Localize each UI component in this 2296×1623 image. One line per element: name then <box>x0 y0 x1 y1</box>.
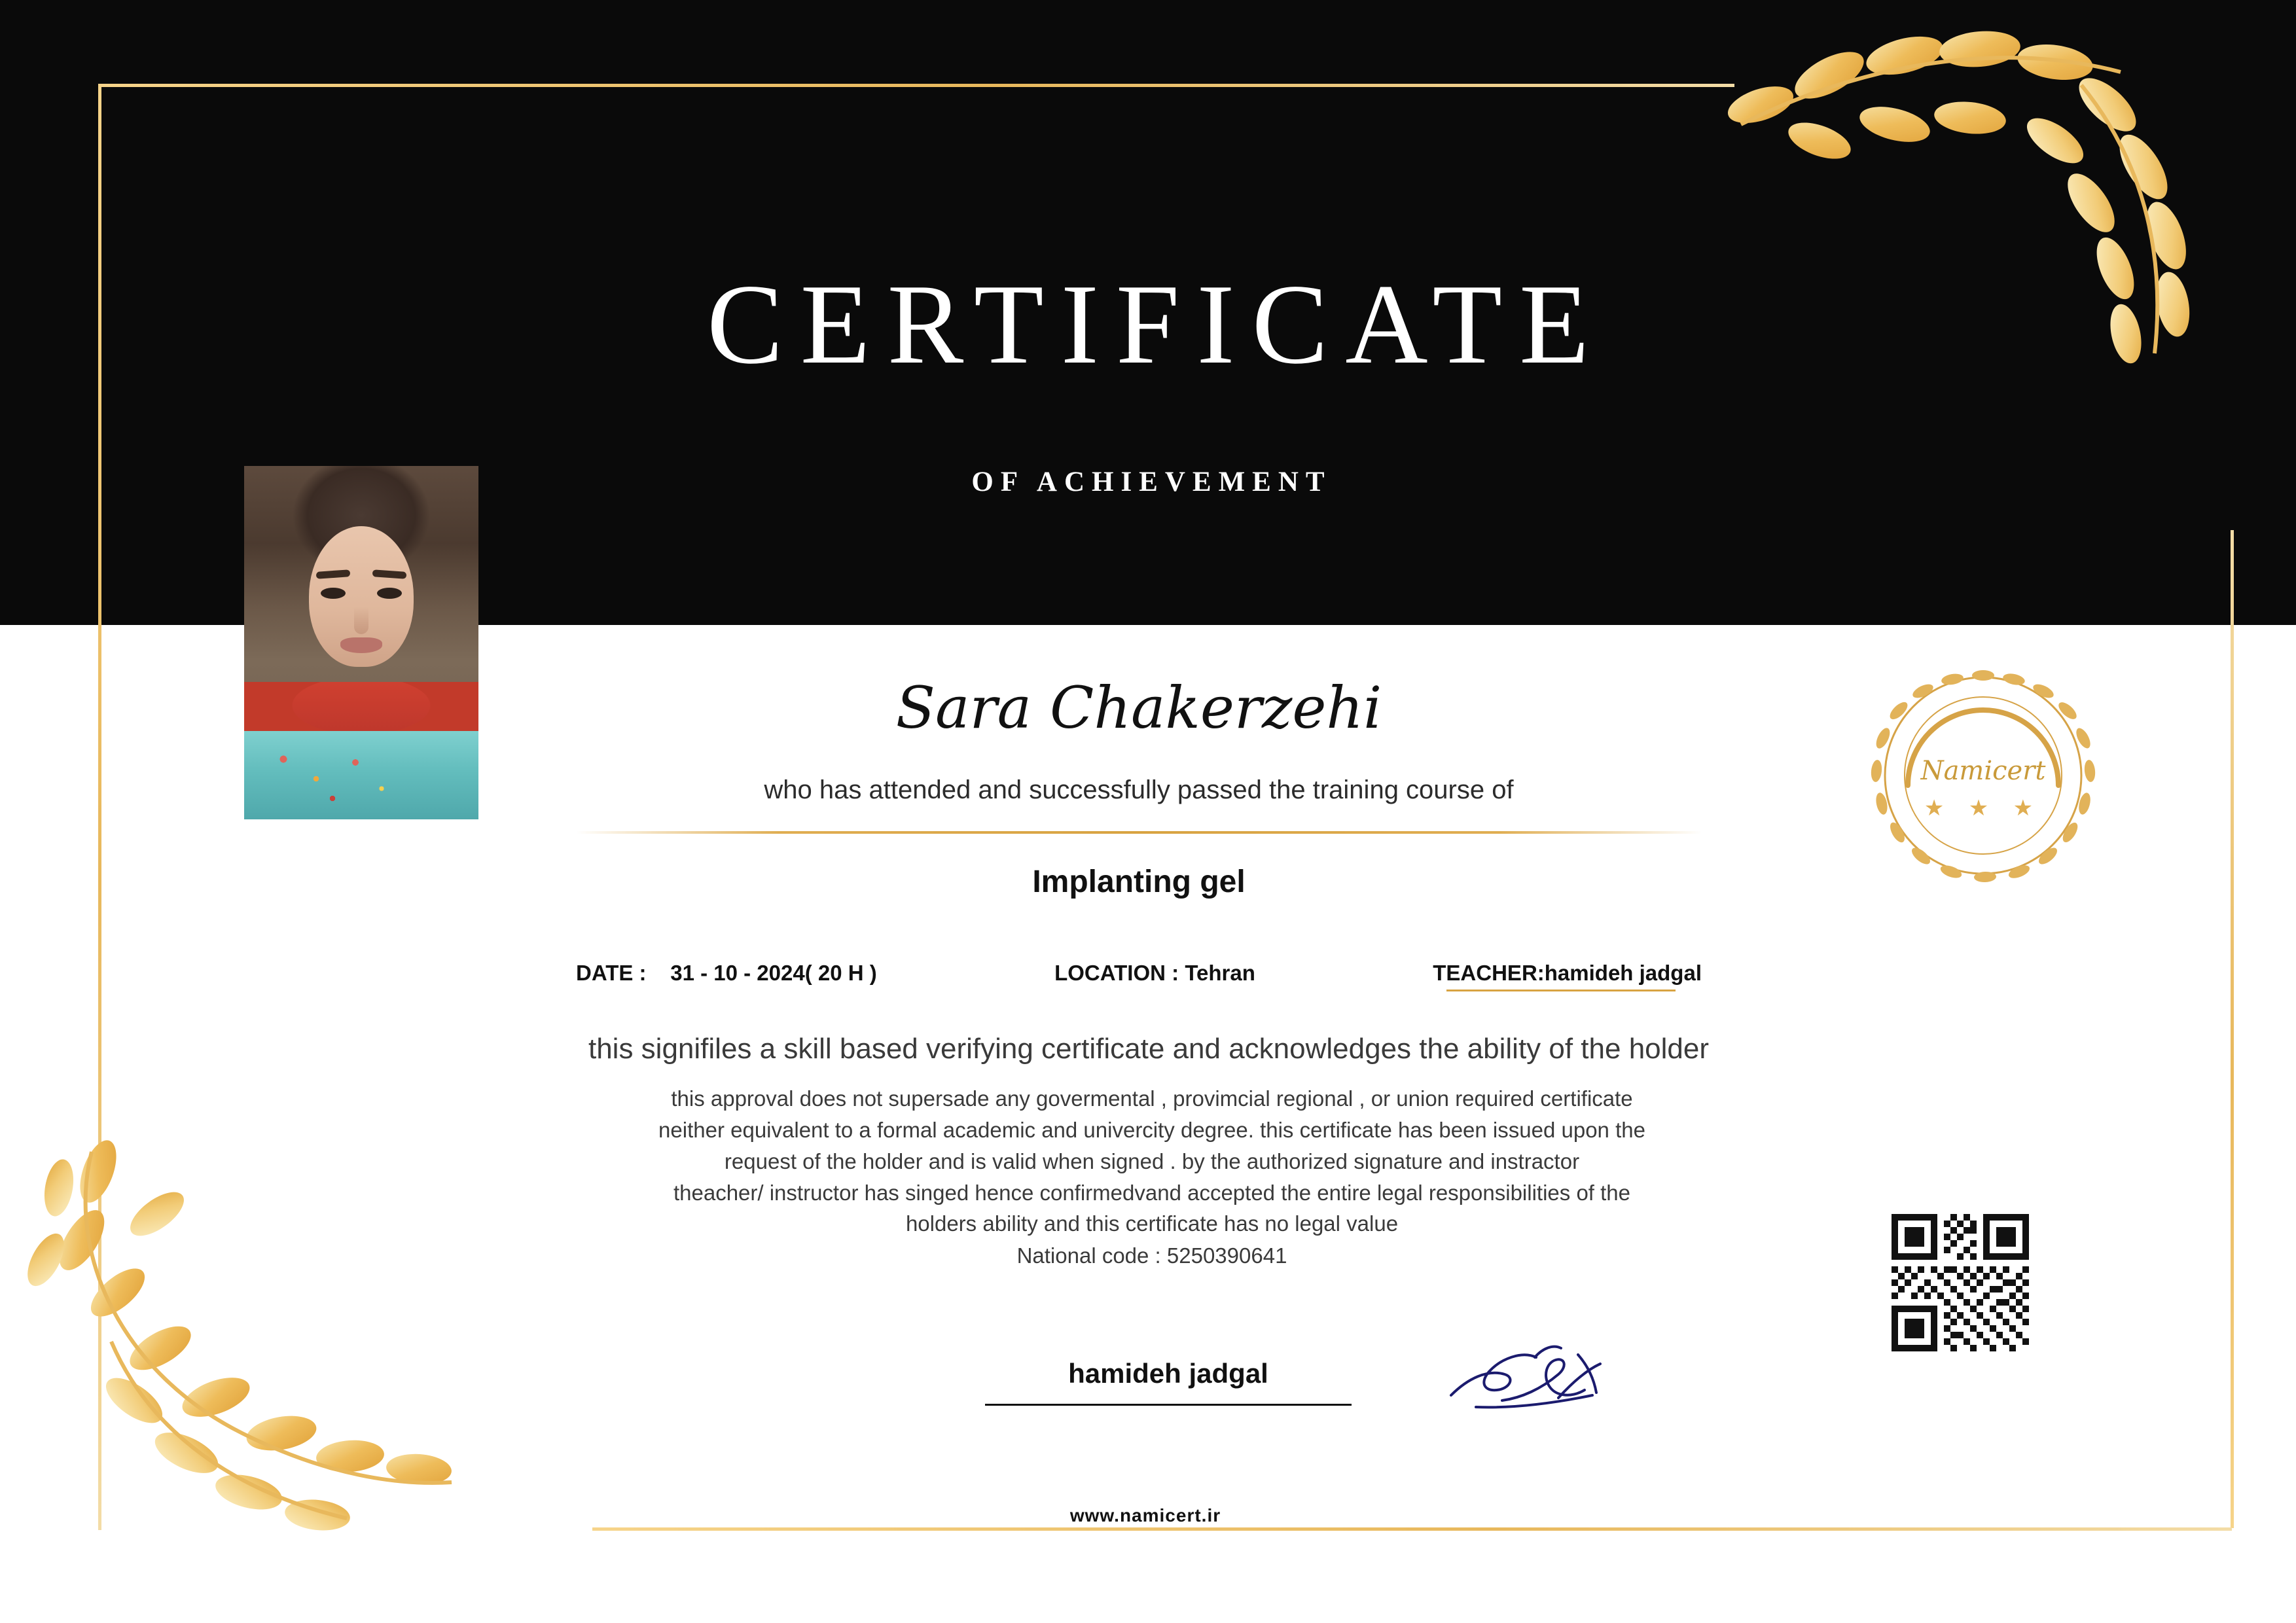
recipient-photo <box>244 466 478 819</box>
course-name: Implanting gel <box>1032 865 1246 899</box>
photo-lips <box>340 637 382 653</box>
signature-name: hamideh jadgal <box>1068 1358 1268 1389</box>
disclaimer-line: this approval does not supersade any govermental , provimcial regional , or union required certificate <box>671 1086 1633 1111</box>
meta-teacher <box>1433 961 1702 986</box>
disclaimer-line: holders ability and this certificate has no legal value <box>905 1211 1399 1236</box>
photo-eye-right <box>377 588 402 599</box>
qr-code[interactable] <box>1892 1214 2029 1351</box>
seal-stars: ★ ★ ★ <box>1924 796 2043 821</box>
signature-line <box>985 1404 1352 1406</box>
meta-date-value: 31 - 10 - 2024( 20 H ) <box>670 961 877 985</box>
meta-date-label: DATE : <box>576 961 647 985</box>
meta-location-value: Tehran <box>1185 961 1255 985</box>
meta-location <box>1054 961 1255 986</box>
photo-eye-left <box>321 588 346 599</box>
frame-line-right <box>2231 530 2234 1528</box>
frame-line-bottom <box>592 1527 2232 1531</box>
meta-location-label: LOCATION : <box>1054 961 1179 985</box>
meta-teacher-label: TEACHER: <box>1433 961 1545 985</box>
meta-date <box>576 961 877 986</box>
page-title: CERTIFICATE <box>706 260 1607 387</box>
handwritten-signature <box>1437 1335 1633 1427</box>
disclaimer-line: neither equivalent to a formal academic and univercity degree. this certificate has been issued upon the <box>658 1117 1645 1142</box>
disclaimer-line: theacher/ instructor has singed hence confirmedvand accepted the entire legal responsibilities of the <box>673 1180 1631 1205</box>
divider-gold <box>576 831 1702 834</box>
photo-nose <box>354 607 368 634</box>
page-subtitle: OF ACHIEVEMENT <box>971 467 1332 497</box>
recipient-name: Sara Chakerzehi <box>895 674 1382 741</box>
teacher-underline <box>1446 990 1676 991</box>
signifies-text: this signifiles a skill based verifying certificate and acknowledges the ability of the holder <box>588 1033 1710 1065</box>
certificate-meta <box>576 961 1702 986</box>
frame-line-top <box>98 84 1734 87</box>
website-url[interactable]: www.namicert.ir <box>1069 1505 1221 1525</box>
national-code: National code : 5250390641 <box>1016 1243 1287 1268</box>
seal-brand: Namicert <box>1920 756 2046 786</box>
meta-teacher-value: hamideh jadgal <box>1544 961 1702 985</box>
disclaimer-text <box>537 1083 1767 1240</box>
disclaimer-line: request of the holder and is valid when signed . by the authorized signature and instractor <box>724 1149 1580 1173</box>
leaf-ornament-bottom-left <box>20 1126 583 1623</box>
photo-scarf-pattern <box>270 746 408 808</box>
attended-text: who has attended and successfully passed the training course of <box>764 776 1514 804</box>
